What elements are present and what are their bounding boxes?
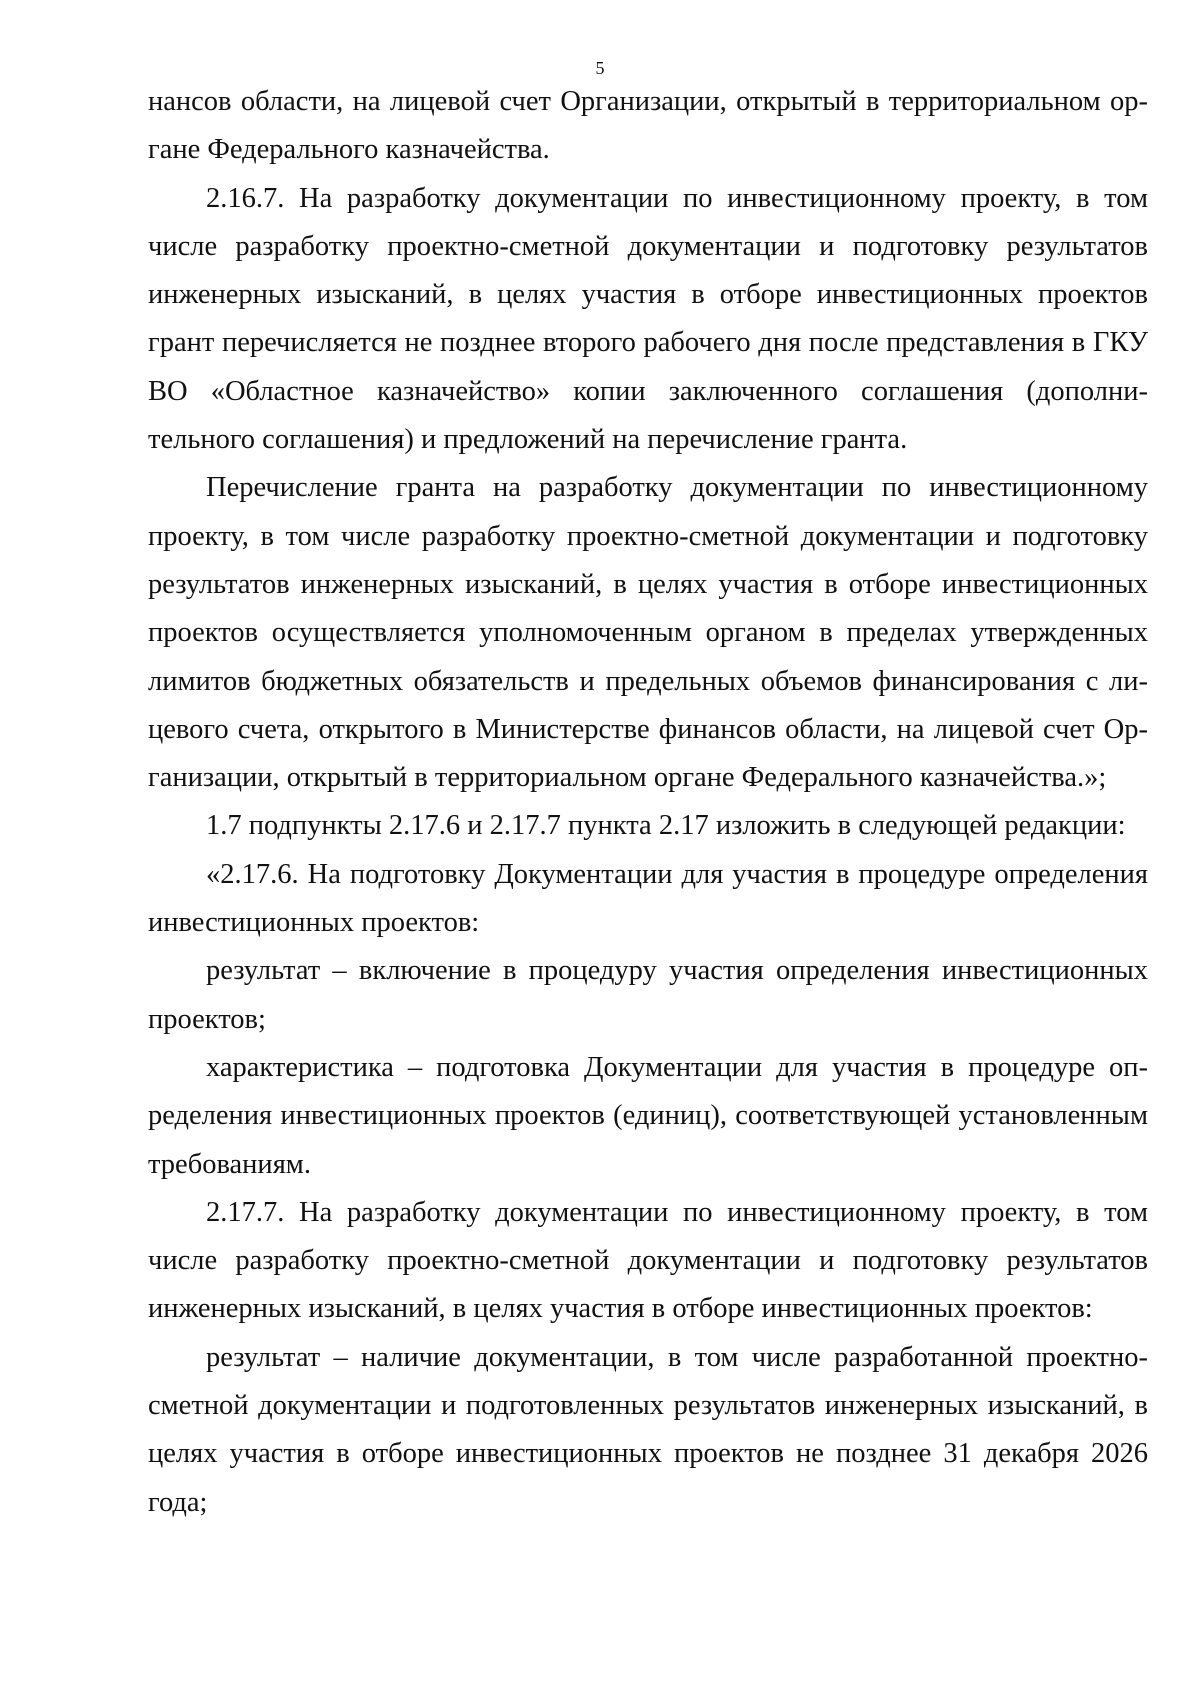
paragraph-characteristic-2-17-6: характеристика – подготовка Документации для участия в процедуре определения инвестиционных проектов (единиц), соответствующей установленным требованиям.: [148, 1051, 1148, 1180]
paragraph-continuation: нансов области, на лицевой счет Организации, открытый в территориальном органе Федерального казначейства.: [148, 86, 1148, 166]
paragraph-2-16-7: 2.16.7. На разработку документации по инвестиционному проекту, в том числе разработку проектно-сметной документации и подготовку результатов инженерных изысканий, в целях участия в отборе инвестиционных проектов грант перечисляется не позднее второго рабочего дня после представления в ГКУ ВО «Областное казначейство» копии заключенного соглашения (дополнительного соглашения) и предложений на перечисление гранта.: [148, 182, 1148, 456]
paragraph-result-2-17-7: результат – наличие документации, в том числе разработанной проектно-сметной документации и подготовленных результатов инженерных изысканий, в целях участия в отборе инвестиционных проектов не позднее 31 декабря 2026 года;: [148, 1341, 1148, 1518]
paragraph-1-7: 1.7 подпункты 2.17.6 и 2.17.7 пункта 2.17 изложить в следующей редакции:: [206, 810, 1126, 842]
paragraph-2-17-7: 2.17.7. На разработку документации по инвестиционному проекту, в том числе разработку проектно-сметной документации и подготовку результатов инженерных изысканий, в целях участия в отборе инвестиционных проектов:: [148, 1196, 1148, 1325]
document-body: [148, 78, 1148, 1527]
paragraph-result-2-17-6: результат – включение в процедуру участия определения инвестиционных проектов;: [148, 955, 1148, 1035]
paragraph-grant-transfer: Перечисление гранта на разработку документации по инвестиционному проекту, в том числе разработку проектно-сметной документации и подготовку результатов инженерных изысканий, в целях участия в отборе инвестиционных проектов осуществляется уполномоченным органом в пределах утвержденных лимитов бюджетных обязательств и предельных объемов финансирования с лицевого счета, открытого в Министерстве финансов области, на лицевой счет Организации, открытый в территориальном органе Федерального казначейства.»;: [148, 472, 1148, 794]
page-number: 5: [595, 58, 605, 78]
paragraph-2-17-6: «2.17.6. На подготовку Документации для участия в процедуре определения инвестиционных проектов:: [148, 858, 1148, 939]
